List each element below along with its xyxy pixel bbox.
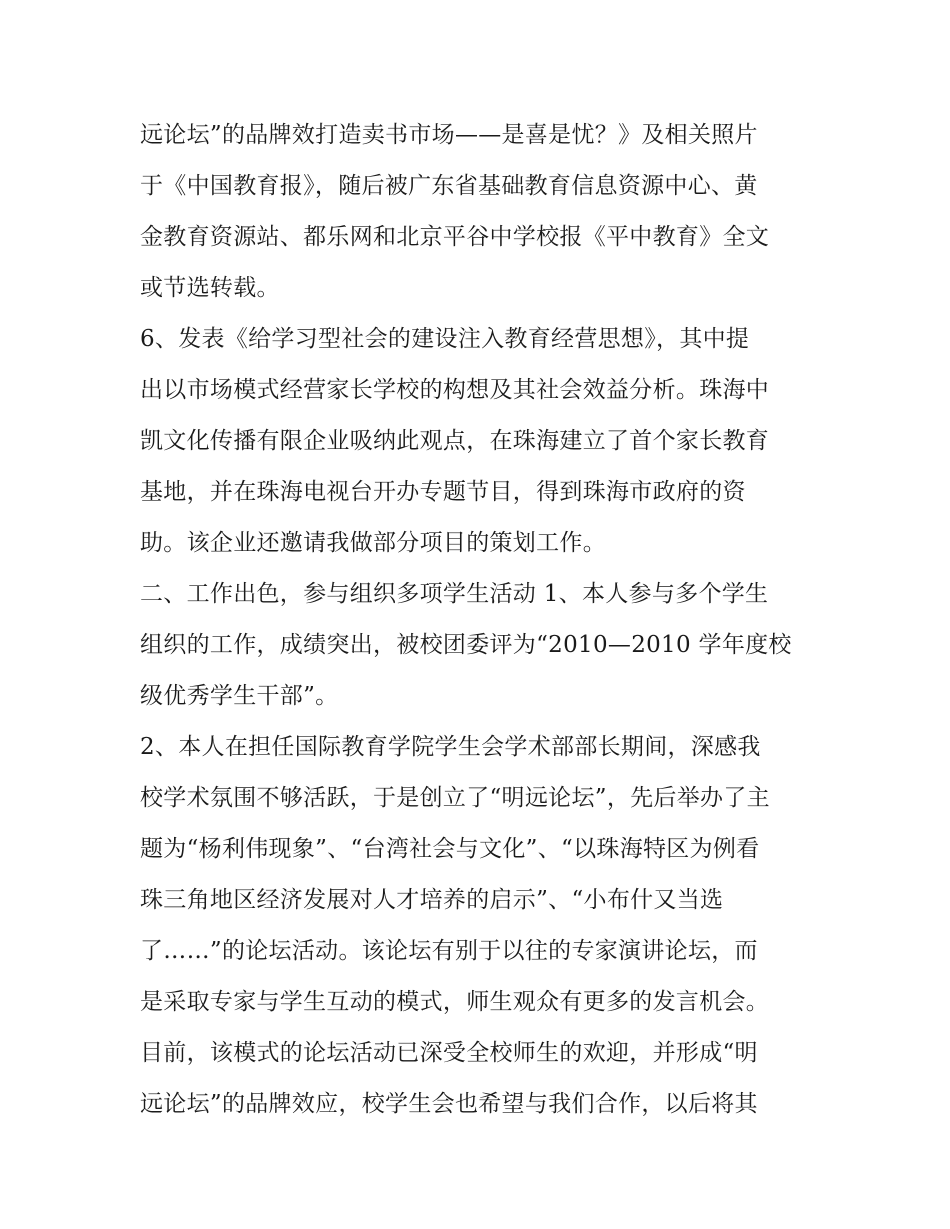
- text-line: 了……”的论坛活动。该论坛有别于以往的专家演讲论坛，而: [140, 938, 758, 964]
- text-line: 校学术氛围不够活跃，于是创立了“明远论坛”，先后举办了主: [140, 785, 770, 811]
- text-line: 远论坛”的品牌效打造卖书市场——是喜是忧？》及相关照片: [140, 122, 758, 148]
- text-line: 6、发表《给学习型社会的建设注入教育经营思想》，其中提: [140, 326, 750, 352]
- text-line: 题为“杨利伟现象”、“台湾社会与文化”、“以珠海特区为例看: [140, 836, 760, 862]
- text-line: 金教育资源站、都乐网和北京平谷中学校报《平中教育》全文: [140, 224, 770, 250]
- text-line: 珠三角地区经济发展对人才培养的启示”、“小布什又当选: [140, 887, 724, 913]
- text-line: 或节选转载。: [140, 275, 280, 301]
- text-line: 远论坛”的品牌效应，校学生会也希望与我们合作，以后将其: [140, 1091, 758, 1117]
- text-line: 目前，该模式的论坛活动已深受全校师生的欢迎，并形成“明: [140, 1040, 758, 1066]
- text-line: 二、工作出色，参与组织多项学生活动 1、本人参与多个学生: [140, 581, 769, 607]
- document-body: [140, 110, 820, 1130]
- text-line: 基地，并在珠海电视台开办专题节目，得到珠海市政府的资: [140, 479, 746, 505]
- text-line: 级优秀学生干部”。: [140, 683, 339, 709]
- text-line: 组织的工作，成绩突出，被校团委评为“2010—2010 学年度校: [140, 632, 792, 658]
- text-line: 2、本人在担任国际教育学院学生会学术部部长期间，深感我: [140, 734, 761, 760]
- text-line: 凯文化传播有限企业吸纳此观点，在珠海建立了首个家长教育: [140, 428, 770, 454]
- text-line: 出以市场模式经营家长学校的构想及其社会效益分析。珠海中: [140, 377, 770, 403]
- text-line: 于《中国教育报》，随后被广东省基础教育信息资源中心、黄: [140, 173, 758, 199]
- text-line: 助。该企业还邀请我做部分项目的策划工作。: [140, 530, 606, 556]
- text-line: 是采取专家与学生互动的模式，师生观众有更多的发言机会。: [140, 989, 770, 1015]
